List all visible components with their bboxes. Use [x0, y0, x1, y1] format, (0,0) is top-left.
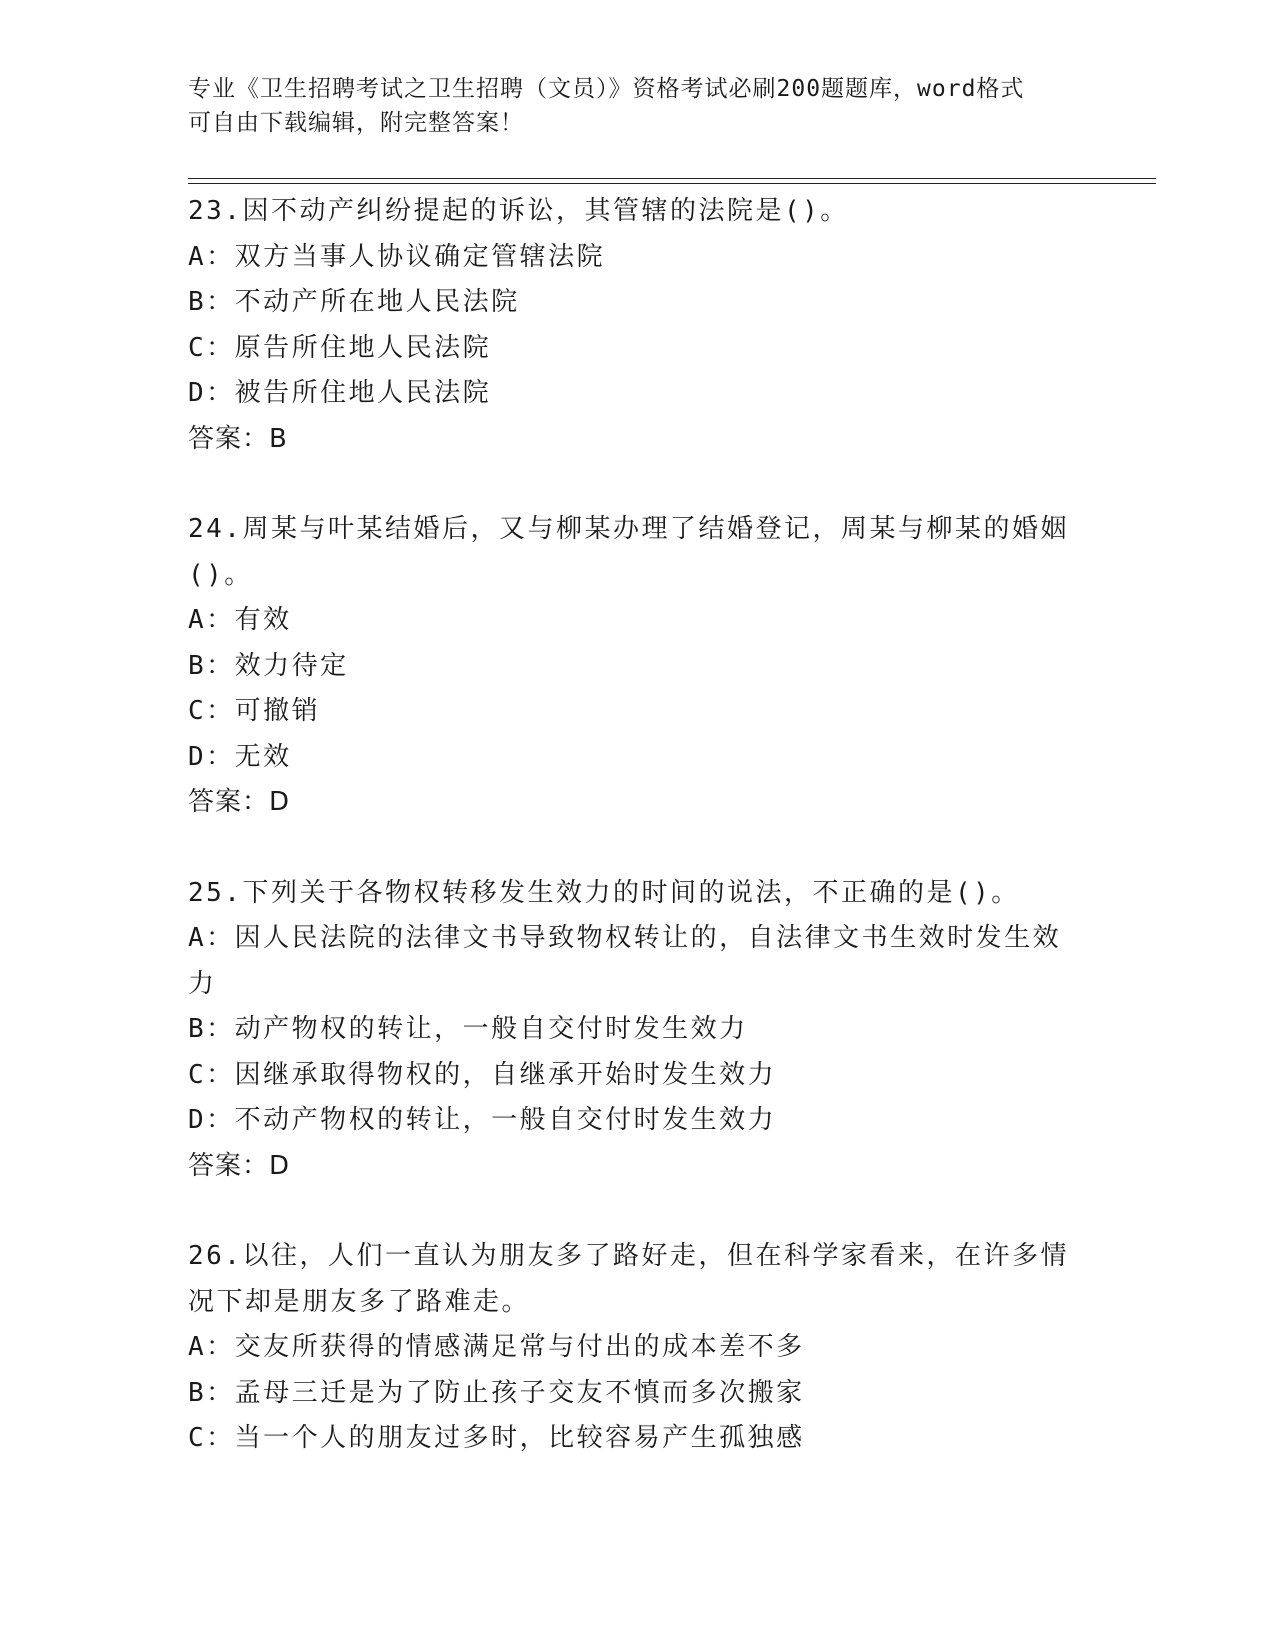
question-list — [188, 189, 1088, 1462]
answer: 答案：D — [188, 1150, 291, 1181]
header-line-2: 可自由下载编辑，附完整答案！ — [188, 110, 524, 136]
option-d: D：无效 — [188, 741, 292, 772]
option-c: C：因继承取得物权的，自继承开始时发生效力 — [188, 1059, 777, 1090]
question-stem: 23.因不动产纠纷提起的诉讼，其管辖的法院是()。 — [188, 196, 849, 226]
question-stem: 24.周某与叶某结婚后，又与柳某办理了结婚登记，周某与柳某的婚姻()。 — [188, 514, 1069, 590]
option-d: D：被告所住地人民法院 — [188, 378, 492, 408]
question-25 — [188, 871, 1088, 1190]
header-divider-top — [188, 178, 1156, 179]
option-b: B：不动产所在地人民法院 — [188, 287, 520, 317]
option-c: C：当一个人的朋友过多时，比较容易产生孤独感 — [188, 1423, 805, 1453]
document-header — [188, 72, 1088, 140]
option-a: A：有效 — [188, 605, 292, 635]
option-d: D：不动产物权的转让，一般自交付时发生效力 — [188, 1105, 777, 1135]
answer: 答案：D — [188, 787, 291, 817]
question-26 — [188, 1234, 1088, 1462]
option-c: C：原告所住地人民法院 — [188, 332, 492, 363]
option-c: C：可撤销 — [188, 696, 321, 726]
option-b: B：效力待定 — [188, 650, 349, 681]
question-stem: 25.下列关于各物权转移发生效力的时间的说法，不正确的是()。 — [188, 877, 1020, 908]
question-23 — [188, 189, 1088, 462]
header-line-1: 专业《卫生招聘考试之卫生招聘（文员）》资格考试必刷200题题库，word格式 — [188, 76, 1025, 102]
option-b: B：动产物权的转让，一般自交付时发生效力 — [188, 1014, 748, 1044]
question-24 — [188, 507, 1088, 826]
header-divider-bottom — [188, 183, 1156, 184]
option-a: A：因人民法院的法律文书导致物权转让的，自法律文书生效时发生效力 — [188, 923, 1062, 999]
answer: 答案：B — [188, 423, 288, 454]
option-a: A：双方当事人协议确定管辖法院 — [188, 241, 606, 272]
question-stem: 26.以往，人们一直认为朋友多了路好走，但在科学家看来，在许多情况下却是朋友多了路难走。 — [188, 1241, 1069, 1317]
option-b: B：孟母三迁是为了防止孩子交友不慎而多次搬家 — [188, 1377, 805, 1408]
option-a: A：交友所获得的情感满足常与付出的成本差不多 — [188, 1332, 805, 1362]
